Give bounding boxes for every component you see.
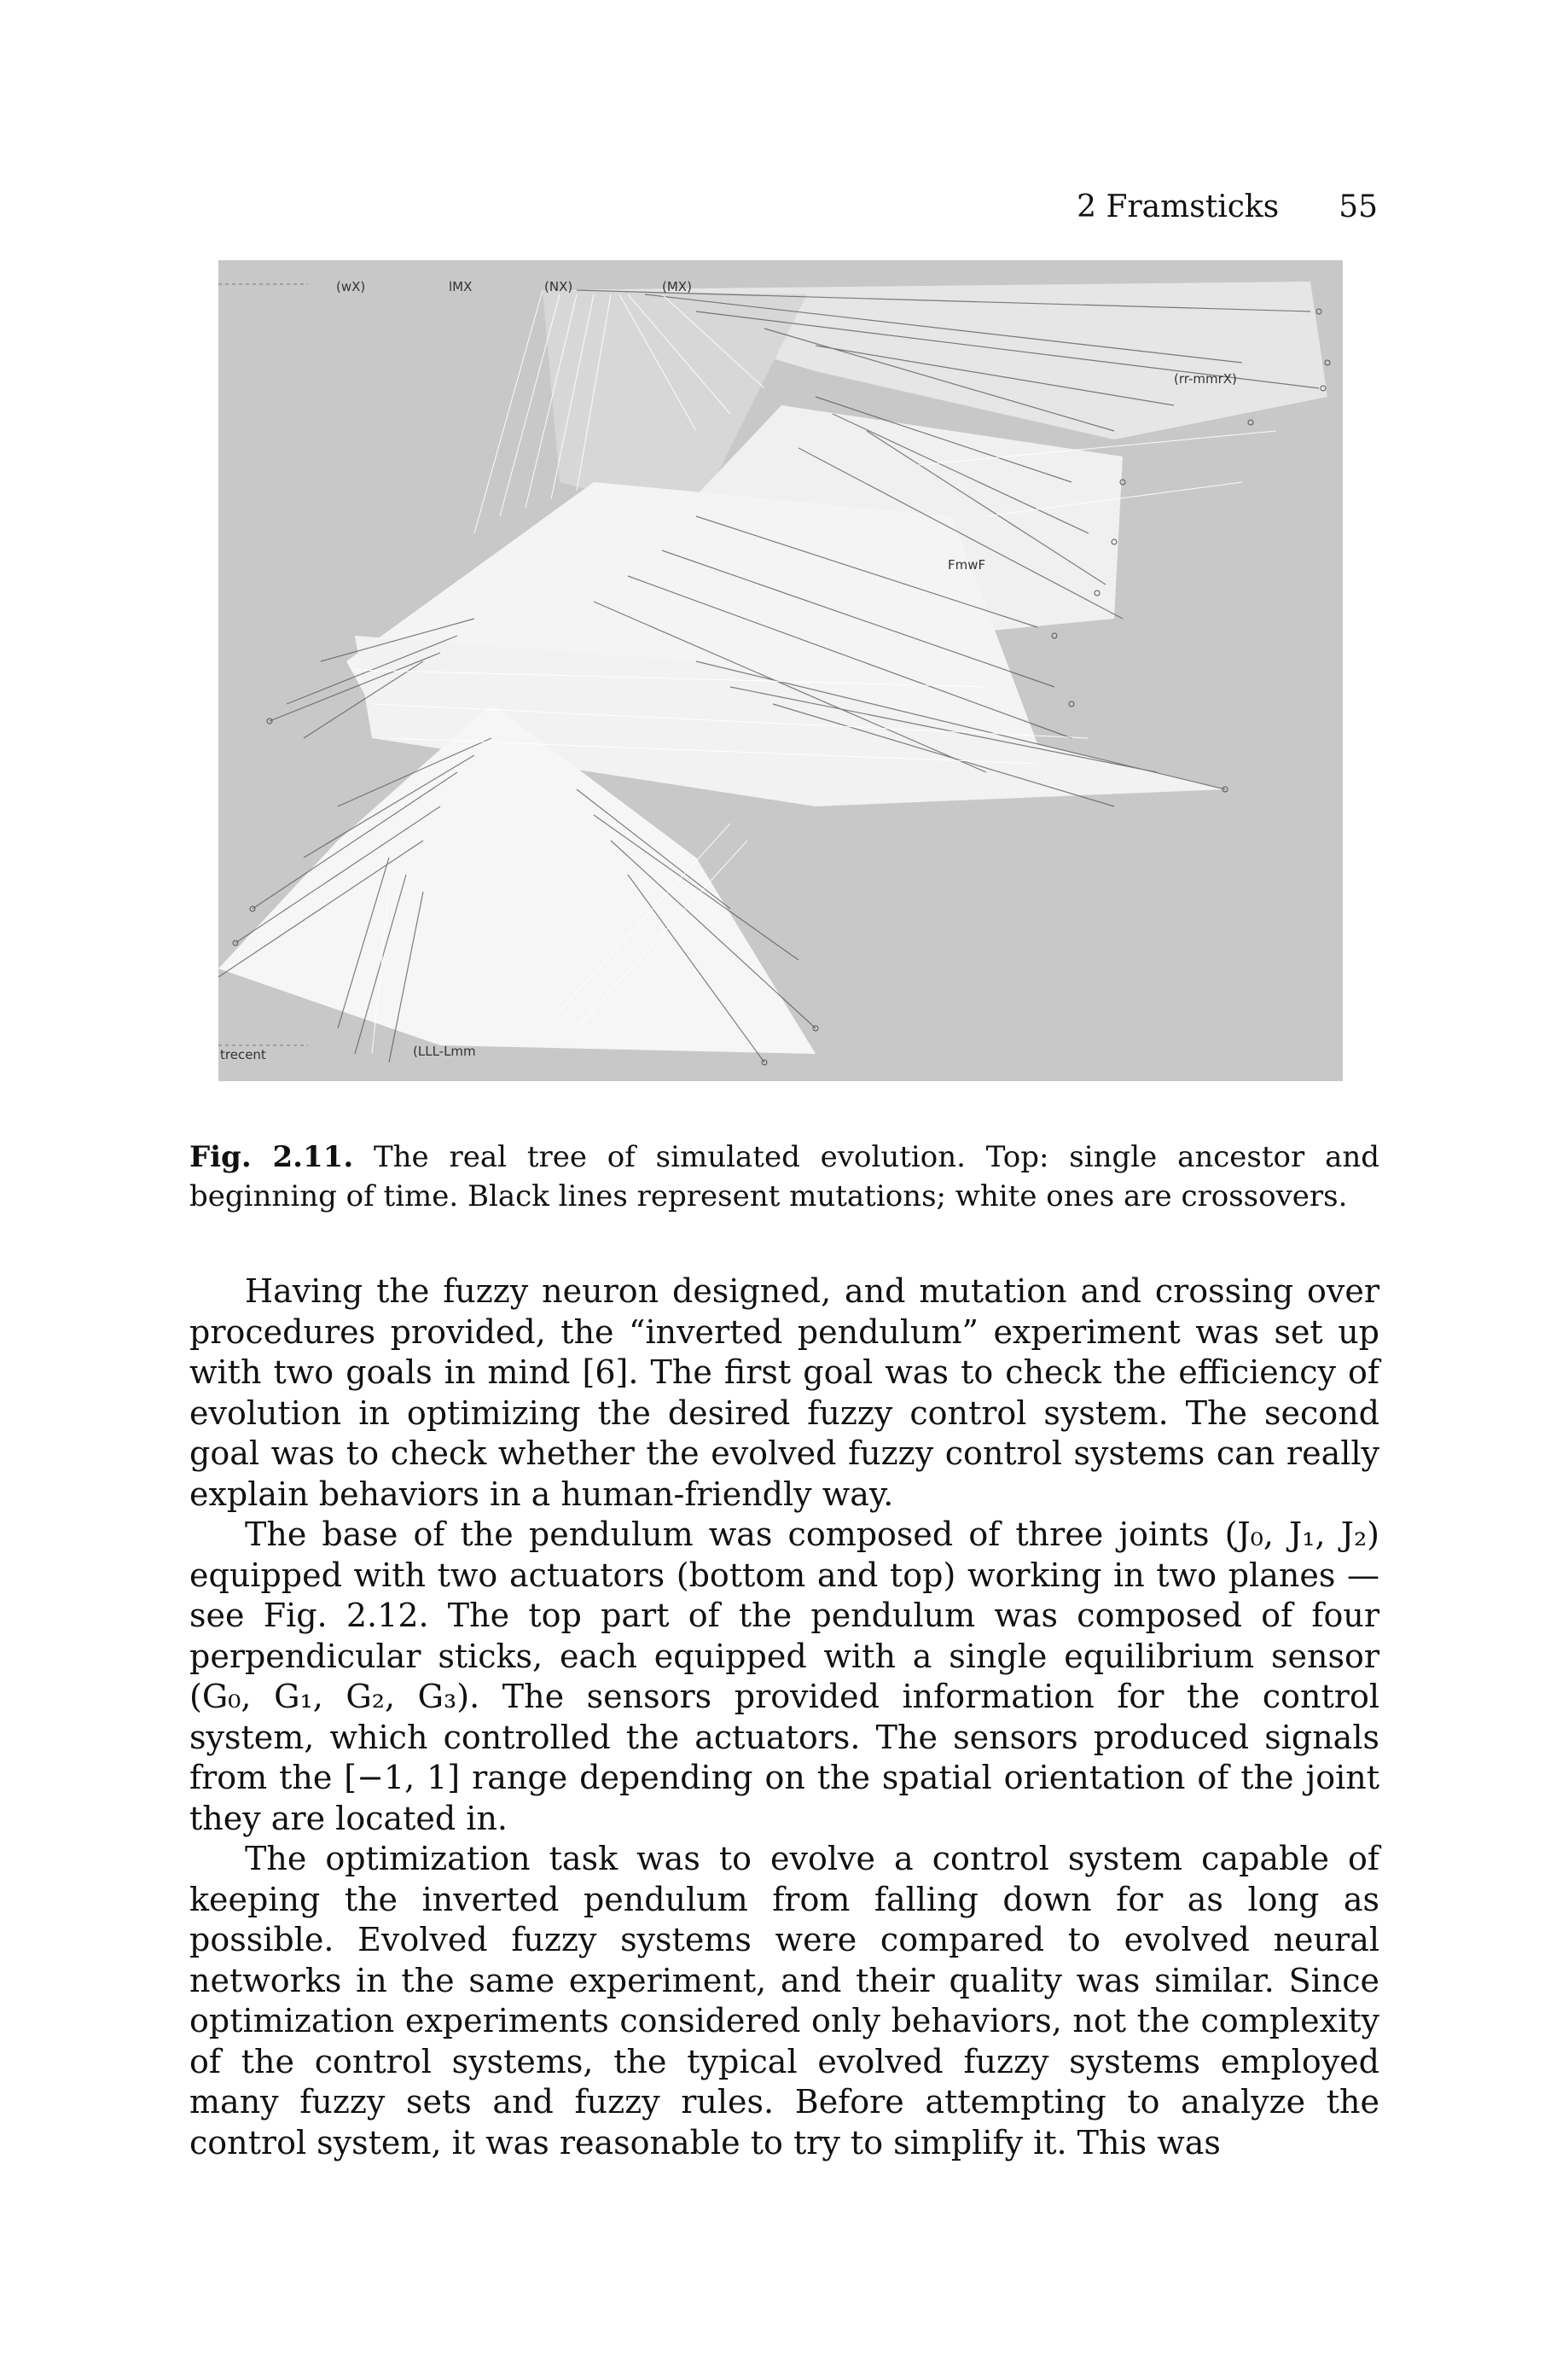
evolution-tree-figure [218, 260, 1343, 1081]
figure-label-lmx: lMX [449, 279, 473, 294]
figure-label-trecent: trecent [220, 1047, 266, 1062]
figure-caption [189, 1137, 1379, 1216]
figure-label-fmwf: FmwF [948, 557, 986, 573]
figure-label-wx: (wX) [336, 279, 366, 294]
paragraph: The base of the pendulum was composed of three joints (J₀, J₁, J₂) equipped with two actuators (bottom and top) working in two planes — see Fig. 2.12. The top part of the pendulum was composed of four perpendicular sticks, each equipped with a single equilibrium sensor (G₀, G₁, G₂, G₃). The sensors provided information for the control system, which controlled the actuators. The sensors produced signals from the [−1, 1] range depending on the spatial orientation of the joint they are located in. [189, 1516, 1379, 1837]
figure-label-nx: (NX) [544, 279, 573, 294]
body-text [189, 1271, 1379, 2163]
figure-label-bottom: (LLL-Lmm [413, 1044, 476, 1059]
paragraph: The optimization task was to evolve a control system capable of keeping the inverted pendulum from falling down for as long as possible. Evolved fuzzy systems were compared to evolved neural networks in the same experiment, and their quality was similar. Since optimization experiments considered only behaviors, not the complexity of the control systems, the typical evolved fuzzy systems employed many fuzzy sets and fuzzy rules. Before attempting to analyze the control system, it was reasonable to try to simplify it. This was [189, 1840, 1379, 2161]
figure-label-mx: (MX) [662, 279, 692, 294]
running-head: 2 Framsticks [1077, 189, 1280, 224]
caption-label: Fig. 2.11. [189, 1140, 354, 1174]
page-header [1066, 189, 1378, 232]
page-number: 55 [1339, 189, 1378, 224]
caption-text: The real tree of simulated evolution. Top: single ancestor and beginning of time. Black lines represent mutations; white ones are crossovers. [189, 1140, 1379, 1213]
paragraph: Having the fuzzy neuron designed, and mutation and crossing over procedures provided, the “inverted pendulum” experiment was set up with two goals in mind [6]. The first goal was to check the efficiency of evolution in optimizing the desired fuzzy control system. The second goal was to check whether the evolved fuzzy control systems can really explain behaviors in a human-friendly way. [189, 1272, 1379, 1513]
tree-cluster-lower [218, 636, 1225, 1054]
figure-label-right: (rr-mmrX) [1174, 371, 1237, 387]
